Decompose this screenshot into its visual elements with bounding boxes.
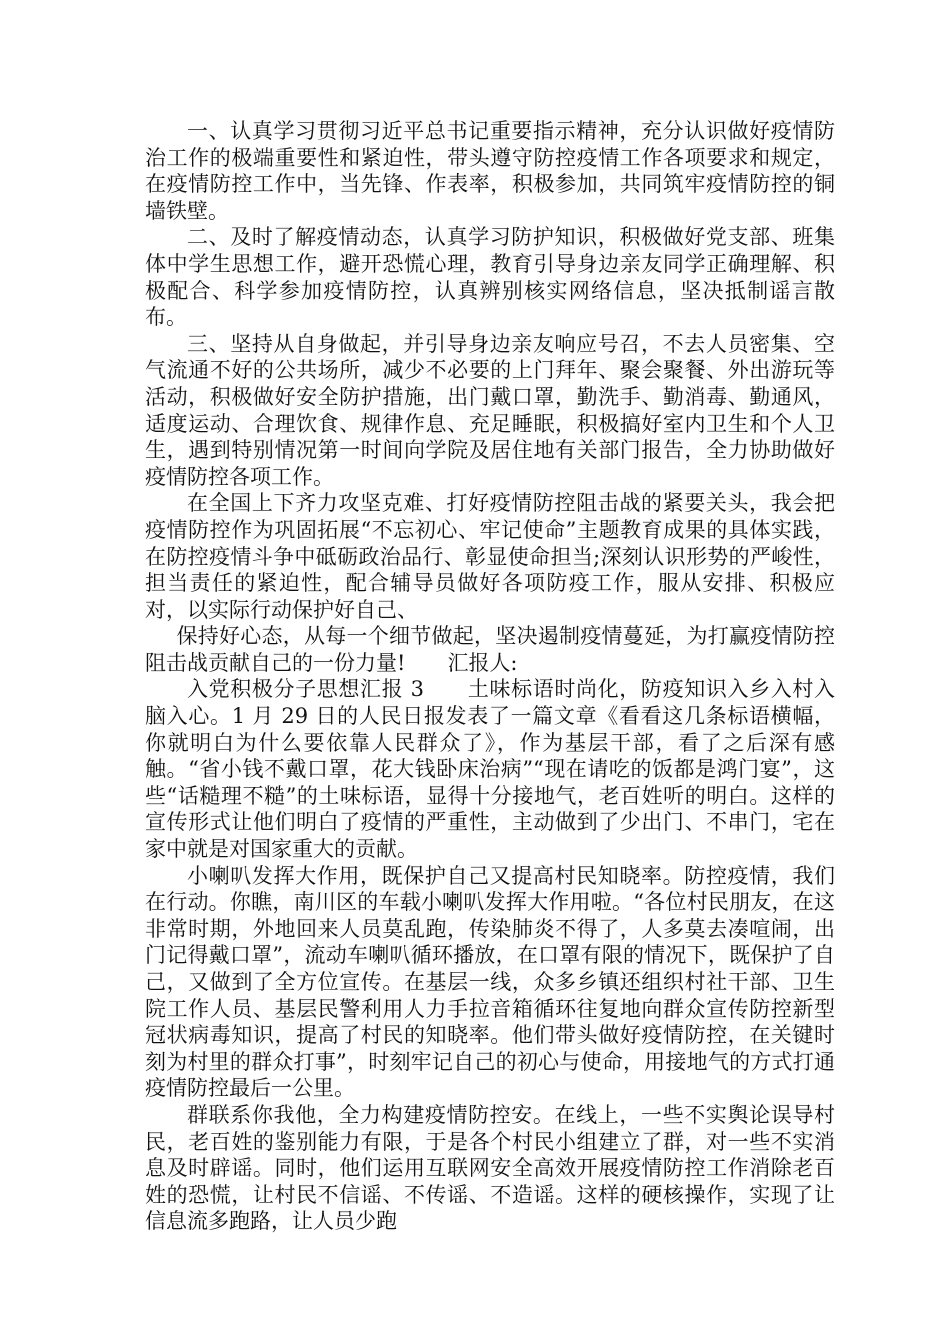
paragraph-1: 一、认真学习贯彻习近平总书记重要指示精神，充分认识做好疫情防治工作的极端重要性和紧迫性，带头遵守防控疫情工作各项要求和规定，在疫情防控工作中，当先锋、作表率，积极参加，共同筑牢疫情防控的铜墙铁壁。: [145, 119, 835, 223]
paragraph-4: 在全国上下齐力攻坚克难、打好疫情防控阻击战的紧要关头，我会把疫情防控作为巩固拓展“不忘初心、牢记使命”主题教育成果的具体实践，在防控疫情斗争中砥砺政治品行、彰显使命担当;深刻认识形势的严峻性，担当责任的紧迫性，配合辅导员做好各项防疫工作，服从安排、积极应对，以实际行动保护好自己、: [145, 491, 835, 622]
paragraph-7: 小喇叭发挥大作用，既保护自己又提高村民知晓率。防控疫情，我们在行动。你瞧，南川区的车载小喇叭发挥大作用啦。“各位村民朋友，在这非常时期，外地回来人员莫乱跑，传染肺炎不得了，人多莫去凑喧闹，出门记得戴口罩”，流动车喇叭循环播放，在口罩有限的情况下，既保护了自己，又做到了全方位宣传。在基层一线，众多乡镇还组织村社干部、卫生院工作人员、基层民警利用人力手拉音箱循环往复地向群众宣传防控新型冠状病毒知识，提高了村民的知晓率。他们带头做好疫情防控，在关键时刻为村里的群众打事”，时刻牢记自己的初心与使命，用接地气的方式打通疫情防控最后一公里。: [145, 863, 835, 1101]
paragraph-8: 群联系你我他，全力构建疫情防控安。在线上，一些不实舆论误导村民，老百姓的鉴别能力有限，于是各个村民小组建立了群，对一些不实消息及时辟谣。同时，他们运用互联网安全高效开展疫情防控工作消除老百姓的恐慌，让村民不信谣、不传谣、不造谣。这样的硬核操作，实现了让信息流多跑路，让人员少跑: [145, 1102, 835, 1234]
paragraph-2: 二、及时了解疫情动态，认真学习防护知识，积极做好党支部、班集体中学生思想工作，避开恐慌心理，教育引导身边亲友同学正确理解、积极配合、科学参加疫情防控，认真辨别核实网络信息，坚决抵制谣言散布。: [145, 225, 835, 330]
paragraph-5: 保持好心态，从每一个细节做起，坚决遏制疫情蔓延，为打赢疫情防控阻击战贡献自己的一份力量! 汇报人:: [145, 624, 835, 675]
paragraph-6: 入党积极分子思想汇报 3 土味标语时尚化，防疫知识入乡入村入脑入心。1 月 29 日的人民日报发表了一篇文章《看看这几条标语横幅，你就明白为什么要依靠人民群众了》，作为基层干部，看了之后深有感触。“省小钱不戴口罩，花大钱卧床治病”“现在请吃的饭都是鸿门宴”，这些“话糙理不糙”的土味标语，显得十分接地气，老百姓听的明白。这样的宣传形式让他们明白了疫情的严重性，主动做到了少出门、不串门，宅在家中就是对国家重大的贡献。: [145, 677, 835, 862]
paragraph-3: 三、坚持从自身做起，并引导身边亲友响应号召，不去人员密集、空气流通不好的公共场所，减少不必要的上门拜年、聚会聚餐、外出游玩等活动，积极做好安全防护措施，出门戴口罩，勤洗手、勤消毒、勤通风，适度运动、合理饮食、规律作息、充足睡眠，积极搞好室内卫生和个人卫生，遇到特别情况第一时间向学院及居住地有关部门报告，全力协助做好疫情防控各项工作。: [145, 331, 835, 489]
document-body: [145, 118, 835, 1235]
